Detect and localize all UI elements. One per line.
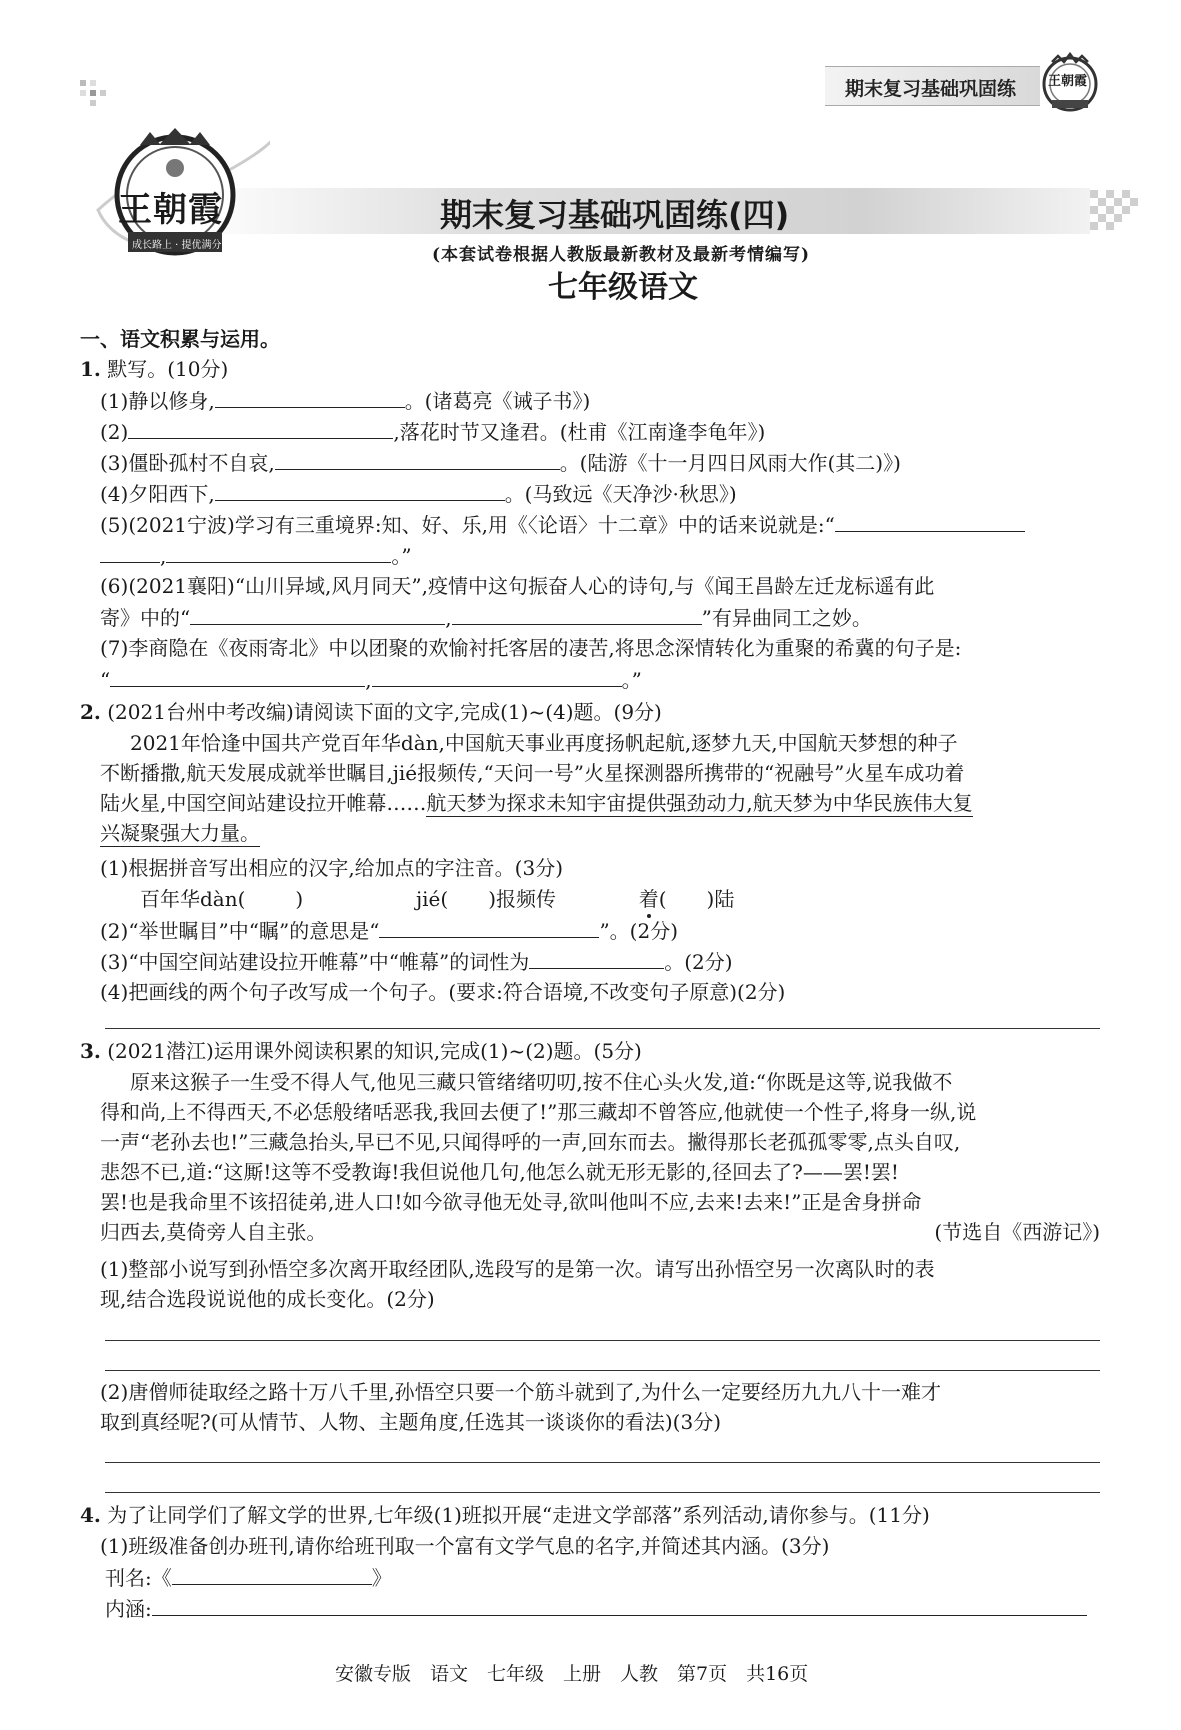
journal-meaning-label: 内涵: [105,1597,152,1621]
q4-sub-1: (1)班级准备创办班刊,请你给班刊取一个富有文学气息的名字,并简述其内涵。(3分) [100,1534,830,1558]
q2-sub-2 [100,915,678,946]
corner-dots-decoration [80,80,110,110]
q1-5-comma: , [160,544,167,568]
answer-blank[interactable] [452,602,702,625]
q1-item-2 [100,416,765,447]
q2-sub-1: (1)根据拼音写出相应的汉字,给加点的字注音。(3分) [100,856,564,880]
q1-item-6-cont [100,602,872,633]
subject-title: 七年级语文 [548,270,698,305]
passage-line: 不断播撒,航天发展成就举世瞩目,jié报频传,“天问一号”火星探测器所携带的“祝融号”火星车成功着 [100,761,965,785]
q1-7-comma: , [365,668,372,692]
answer-blank[interactable] [110,664,365,687]
q2-passage [100,728,1100,848]
q1-5-prefix: (5)(2021宁波)学习有三重境界:知、好、乐,用《〈论语〉十二章》中的话来说就是:“ [100,513,835,537]
answer-blank[interactable] [166,540,391,563]
passage-line: 2021年恰逢中国共产党百年华dàn,中国航天事业再度扬帆起航,逐梦九天,中国航天梦想的种子 [130,731,958,755]
q1-item-1 [100,385,590,416]
q2-2-prefix: (2)“举世瞩目”中“瞩”的意思是“ [100,919,380,943]
answer-line[interactable] [105,1028,1100,1029]
underlined-sentence: 航天梦为探求未知宇宙提供强劲动力,航天梦为中华民族伟大复 [426,791,973,815]
q1-2-suffix: ,落花时节又逢君。(杜甫《江南逢李龟年》) [393,420,766,444]
pinyin-item-2: jié( [415,887,449,911]
q3-number: 3. [80,1039,101,1063]
paren-open: ( [658,887,667,911]
q3-2-line-2: 取到真经呢?(可从情节、人物、主题角度,任选其一谈谈你的看法)(3分) [100,1410,722,1434]
q3-passage [100,1067,1100,1247]
page-footer: 安徽专版 语文 七年级 上册 人教 第7页 共16页 [335,1663,809,1685]
passage-line [100,1217,1100,1247]
answer-blank[interactable] [275,447,560,470]
answer-blank[interactable] [215,478,505,501]
q4-stem [80,1500,930,1530]
journal-name-label: 刊名:《 [105,1566,172,1590]
q1-7-open-quote: “ [100,668,111,692]
q1-number: 1. [80,357,101,381]
q3-1-line-2: 现,结合选段说说他的成长变化。(2分) [100,1287,435,1311]
q1-item-7 [100,633,961,663]
passage-line: 一声“老孙去也!”三藏急抬头,早已不见,只闻得呼的一声,回东而去。撇得那长老孤孤零零,点头自叹, [100,1130,961,1154]
q2-3-prefix: (3)“中国空间站建设拉开帷幕”中“帷幕”的词性为 [100,950,530,974]
q1-item-5 [100,509,1025,540]
answer-blank[interactable] [190,602,445,625]
q1-6-prefix-2: 寄》中的“ [100,606,191,630]
answer-blank[interactable] [372,664,622,687]
q1-item-5-cont [100,540,412,571]
passage-line: 悲怨不已,道:“这厮!这等不受教诲!我但说他几句,他怎么就无形无影的,径回去了?——罢!罢! [100,1160,899,1184]
q2-pinyin-row [140,884,1040,914]
passage-line: 得和尚,上不得西天,不必恁般绪咶恶我,我回去便了!”那三藏却不曾答应,他就使一个性子,将身一纵,说 [100,1100,977,1124]
publisher-logo-ribbon: 成长路上 · 提优满分 [132,240,222,251]
answer-blank[interactable] [215,385,405,408]
q2-sub-3 [100,946,733,977]
pinyin-item-2-suffix: )报频传 [488,887,557,911]
passage-line [100,788,1100,818]
q4-name-row [105,1562,392,1593]
answer-line[interactable] [105,1340,1100,1341]
q4-number: 4. [80,1503,101,1527]
answer-blank[interactable] [835,509,1025,532]
checker-decoration [1090,190,1138,232]
q3-sub-2 [100,1377,941,1437]
q4-stem-text: 为了让同学们了解文学的世界,七年级(1)班拟开展“走进文学部落”系列活动,请你参与。(11分) [107,1503,930,1527]
q1-7-prefix: (7)李商隐在《夜雨寄北》中以团聚的欢愉衬托客居的凄苦,将思念深情转化为重聚的希冀的句子是: [100,636,962,660]
passage-line: 原来这猴子一生受不得人气,他见三藏只管绪绪叨叨,按不住心头火发,道:“你既是这等,说我做不 [130,1070,953,1094]
q1-6-prefix: (6)(2021襄阳)“山川异域,风月同天”,疫情中这句振奋人心的诗句,与《闻王昌龄左迁龙标遥有此 [100,574,935,598]
q1-1-prefix: (1)静以修身, [100,389,215,413]
q2-stem [80,697,662,727]
q1-item-4 [100,478,737,509]
q1-3-suffix: 。(陆游《十一月四日风雨大作(其二)》) [559,451,901,475]
q1-stem [80,354,228,384]
q1-item-6 [100,571,934,601]
publisher-logo-small-text: 王朝霞 [1048,74,1088,89]
q4-meaning-row [105,1593,1087,1624]
q1-stem-text: 默写。(10分) [107,357,229,381]
section-heading: 一、语文积累与运用。 [80,327,280,351]
q2-sub-4: (4)把画线的两个句子改写成一个句子。(要求:符合语境,不改变句子原意)(2分) [100,980,786,1004]
passage-line [100,818,1100,848]
pinyin-item-3-suffix: )陆 [706,887,735,911]
q1-4-prefix: (4)夕阳西下, [100,482,215,506]
title-note: (本套试卷根据人教版最新教材及最新考情编写) [432,245,811,265]
answer-line[interactable] [105,1492,1100,1493]
journal-name-blank[interactable] [172,1562,372,1585]
answer-blank[interactable] [379,915,599,938]
q3-1-line-1: (1)整部小说写到孙悟空多次离开取经团队,选段写的是第一次。请写出孙悟空另一次离队时的表 [100,1257,935,1281]
underlined-sentence: 兴凝聚强大力量。 [100,821,260,845]
publisher-logo-text: 王朝霞 [118,190,223,230]
q1-5-suffix: 。” [391,544,412,568]
answer-blank[interactable] [100,540,160,563]
page-title: 期末复习基础巩固练(四) [440,196,790,234]
passage-text: 归西去,莫倚旁人自主张。 [100,1220,327,1244]
q1-item-7-cont [100,664,642,695]
pinyin-item-1: 百年华dàn( [140,887,246,911]
q2-2-suffix: ”。(2分) [599,919,679,943]
q1-3-prefix: (3)僵卧孤村不自哀, [100,451,275,475]
answer-blank[interactable] [128,416,393,439]
dotted-character: 着 [638,887,659,911]
passage-line: 罢!也是我命里不该招徒弟,进人口!如今欲寻他无处寻,欲叫他叫不应,去来!去来!”正是舍身拼命 [100,1190,922,1214]
passage-text: 陆火星,中国空间站建设拉开帷幕…… [100,791,427,815]
running-header-bar [825,66,1040,106]
q2-number: 2. [80,700,101,724]
q3-stem-text: (2021潜江)运用课外阅读积累的知识,完成(1)~(2)题。(5分) [107,1039,642,1063]
q1-item-3 [100,447,901,478]
q3-sub-1 [100,1254,935,1314]
passage-source: (节选自《西游记》) [934,1220,1100,1244]
q1-2-prefix: (2) [100,420,129,444]
q1-7-suffix: 。” [621,668,642,692]
answer-line[interactable] [105,1462,1100,1463]
journal-meaning-blank[interactable] [152,1593,1087,1616]
answer-blank[interactable] [529,946,664,969]
q1-6-suffix: ”有异曲同工之妙。 [701,606,872,630]
paren-close: ) [295,887,304,911]
q2-stem-text: (2021台州中考改编)请阅读下面的文字,完成(1)~(4)题。(9分) [107,700,662,724]
q1-1-suffix: 。(诸葛亮《诫子书》) [404,389,591,413]
q1-6-comma: , [445,606,452,630]
q3-2-line-1: (2)唐僧师徒取经之路十万八千里,孙悟空只要一个筋斗就到了,为什么一定要经历九九八十一难才 [100,1380,942,1404]
q2-3-suffix: 。(2分) [664,950,733,974]
q3-stem [80,1036,642,1066]
answer-line[interactable] [105,1370,1100,1371]
q1-4-suffix: 。(马致远《天净沙·秋思》) [504,482,737,506]
running-header-title: 期末复习基础巩固练 [845,78,1017,100]
journal-name-close: 》 [371,1566,392,1590]
